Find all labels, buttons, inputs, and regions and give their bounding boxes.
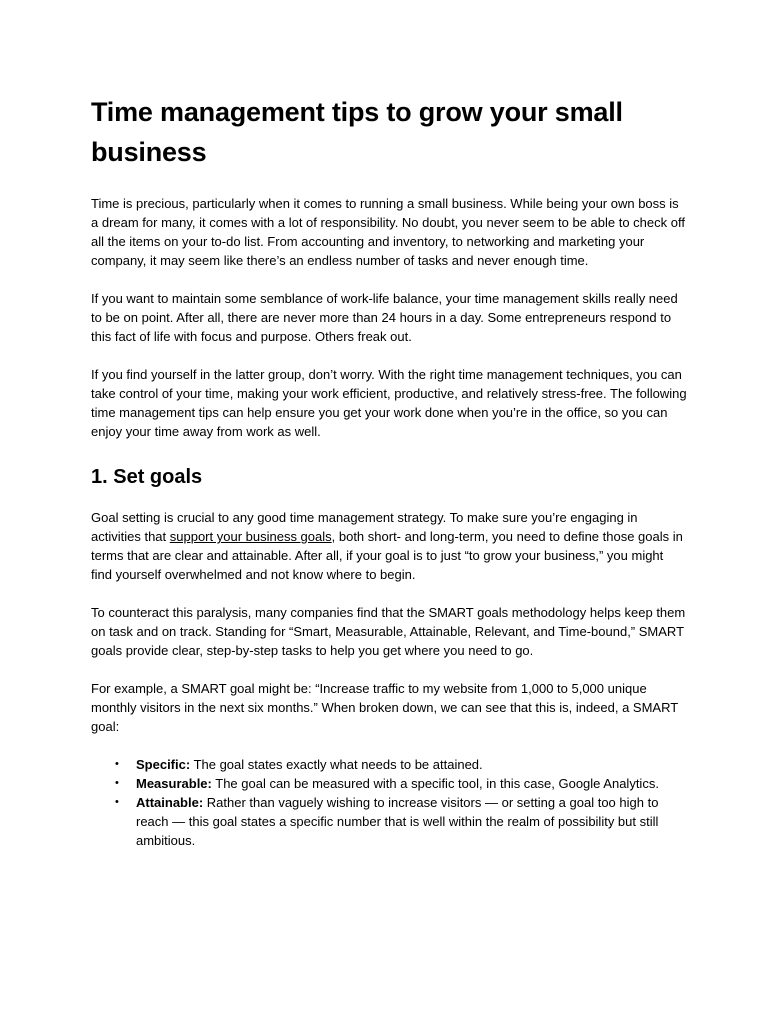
set-goals-paragraph-2: To counteract this paralysis, many companies find that the SMART goals methodology helps keep them on task and on track. Standing for “Smart, Measurable, Attainable, Relevant, and Time-bound,” SMART goals provide clear, step-by-step tasks to help you get where you need to go.: [91, 605, 686, 658]
section-heading-set-goals: 1. Set goals: [91, 466, 203, 488]
list-item-term: Specific:: [136, 757, 191, 772]
bullet-icon: •: [115, 758, 119, 770]
list-item-measurable: [91, 774, 687, 793]
intro-paragraph-3: If you find yourself in the latter group, don’t worry. With the right time management techniques, you can take control of your time, making your work efficient, productive, and relatively stress-free. The following time management tips can help ensure you get your work done when you’re in the office, so you can enjoy your time away from work as well.: [91, 367, 687, 439]
list-item-attainable: [91, 793, 687, 850]
list-item-text: The goal states exactly what needs to be attained.: [190, 757, 483, 772]
list-item-text: Rather than vaguely wishing to increase visitors — or setting a goal too high to reach — this goal states a specific number that is well within the realm of possibility but still ambitious.: [136, 795, 659, 848]
list-item-specific: [91, 755, 687, 774]
smart-goal-list: [91, 755, 687, 850]
set-goals-paragraph-1: [91, 508, 687, 584]
list-item-term: Attainable:: [136, 795, 204, 810]
page-title: Time management tips to grow your small business: [91, 97, 623, 167]
bullet-icon: •: [115, 796, 119, 808]
intro-paragraph-1: Time is precious, particularly when it comes to running a small business. While being your own boss is a dream for many, it comes with a lot of responsibility. No doubt, you never seem to be able to check off all the items on your to-do list. From accounting and inventory, to networking and marketing your company, it may seem like there’s an endless number of tasks and never enough time.: [91, 196, 685, 268]
bullet-icon: •: [115, 777, 119, 789]
intro-paragraph-2: If you want to maintain some semblance of work-life balance, your time management skills really need to be on point. After all, there are never more than 24 hours in a day. Some entrepreneurs respond to this fact of life with focus and purpose. Others freak out.: [91, 291, 678, 344]
document-body: [91, 92, 687, 850]
set-goals-paragraph-3: For example, a SMART goal might be: “Increase traffic to my website from 1,000 to 5,000 unique monthly visitors in the next six months.” When broken down, we can see that this is, indeed, a SMART goal:: [91, 681, 678, 734]
paragraph-text: , both short- and long-term, you need to define those goals in terms that are clear and attainable. After all, if your goal is to just “to grow your business,” you might find yourself overwhelmed and not know where to begin.: [91, 529, 683, 582]
list-item-text: The goal can be measured with a specific tool, in this case, Google Analytics.: [211, 776, 659, 791]
paragraph-text: Goal setting is crucial to any good time management strategy. To make sure you’re engaging in activities that: [91, 510, 638, 544]
list-item-term: Measurable:: [136, 776, 212, 791]
support-business-goals-link[interactable]: support your business goals: [169, 529, 332, 544]
